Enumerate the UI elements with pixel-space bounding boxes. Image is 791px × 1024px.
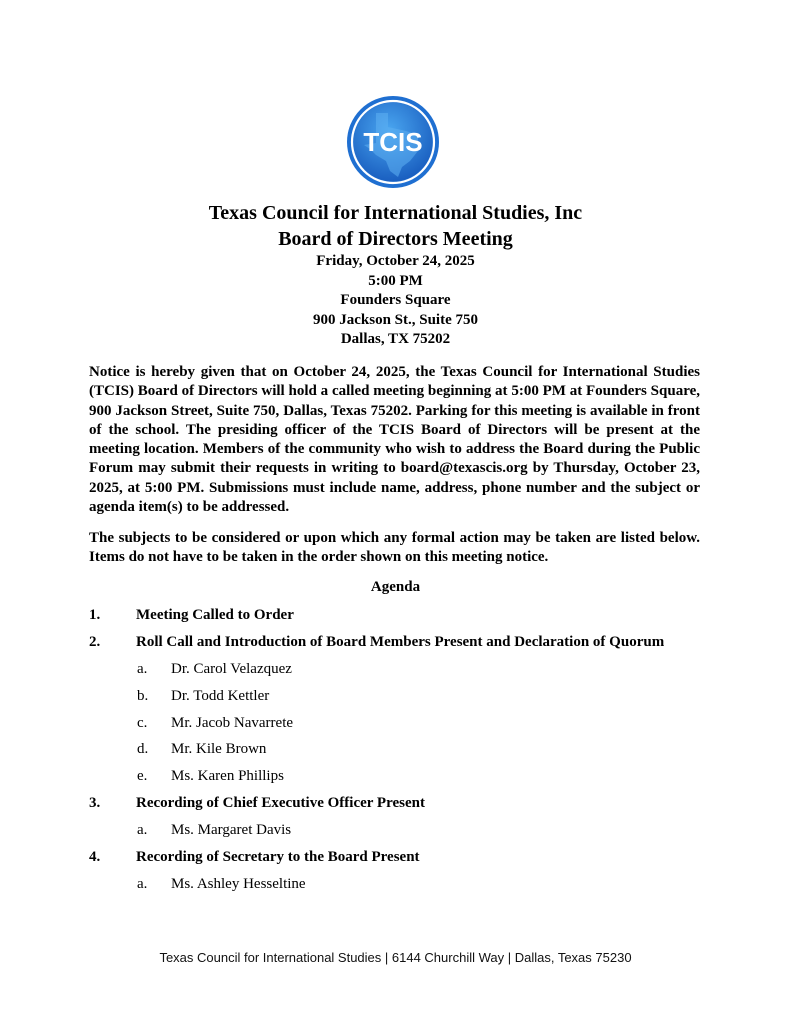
page-footer: Texas Council for International Studies | 6144 Churchill Way | Dallas, Texas 75230 xyxy=(159,950,632,965)
agenda-heading: Agenda xyxy=(370,579,421,595)
subjects-line: The subjects to be considered or upon which any formal action may be taken are listed below. xyxy=(89,530,700,546)
agenda-item-text: Recording of Chief Executive Officer Present xyxy=(136,795,425,811)
agenda-subitem-letter: d. xyxy=(137,741,149,757)
agenda-item-number: 1. xyxy=(89,607,101,623)
meeting-street: 900 Jackson St., Suite 750 xyxy=(312,311,479,328)
agenda-subitem-letter: a. xyxy=(137,661,148,677)
notice-line: Square, 900 Jackson Street, Suite 750, Dallas, Texas 75202. Parking for this meeting is xyxy=(89,383,700,419)
agenda-subitem-text: Ms. Karen Phillips xyxy=(171,768,284,784)
notice-line: number and the subject or agenda item(s) to be addressed. xyxy=(89,479,701,516)
agenda-subitem-letter: a. xyxy=(137,822,148,838)
agenda-subitem-text: Dr. Todd Kettler xyxy=(171,688,270,704)
agenda-subitem-text: Dr. Carol Velazquez xyxy=(171,661,292,677)
agenda-subitem-letter: c. xyxy=(137,715,148,731)
meeting-header xyxy=(0,200,791,350)
notice-line: available in front of the school. The presiding officer of the TCIS Board of Directors will be xyxy=(89,402,701,438)
agenda-subitem-text: Ms. Margaret Davis xyxy=(171,822,292,838)
meeting-title: Board of Directors Meeting xyxy=(278,228,513,250)
agenda-subitem-text: Mr. Kile Brown xyxy=(171,741,267,757)
agenda-subitem-text: Ms. Ashley Hesseltine xyxy=(171,876,306,892)
agenda-subitem-letter: a. xyxy=(137,876,148,892)
tcis-logo xyxy=(346,95,440,189)
logo-text: TCIS xyxy=(363,127,423,157)
notice-line: Thursday, October 23, 2025, at 5:00 PM. Submissions must include name, address, phone xyxy=(89,460,701,496)
meeting-city: Dallas, TX 75202 xyxy=(340,331,451,347)
notice-line: during the Public Forum may submit their requests in writing to board@texascis.org by xyxy=(89,441,700,477)
notice-line: (TCIS) Board of Directors will hold a called meeting beginning at 5:00 PM at Founders xyxy=(89,383,647,400)
notice-line: present at the meeting location. Members of the community who wish to address the Board xyxy=(89,421,700,458)
agenda-subitem-letter: e. xyxy=(137,768,148,784)
agenda-item-number: 3. xyxy=(89,795,101,811)
org-title: Texas Council for International Studies, Inc xyxy=(208,202,583,224)
agenda-item-text: Roll Call and Introduction of Board Members Present and Declaration of Quorum xyxy=(136,634,665,650)
meeting-time: 5:00 PM xyxy=(368,272,423,289)
meeting-venue: Founders Square xyxy=(340,292,451,308)
notice-line: Notice is hereby given that on October 24, 2025, the Texas Council for International Studies xyxy=(89,364,700,380)
agenda-subitem-text: Mr. Jacob Navarrete xyxy=(171,715,294,731)
agenda-item-number: 2. xyxy=(89,634,101,650)
notice-paragraph xyxy=(89,363,700,517)
subjects-line: Items do not have to be taken in the order shown on this meeting notice. xyxy=(89,549,549,566)
tcis-logo-icon xyxy=(346,95,440,189)
agenda-item-text: Meeting Called to Order xyxy=(136,607,294,623)
meeting-date: Friday, October 24, 2025 xyxy=(316,253,475,269)
agenda-subitem-letter: b. xyxy=(137,688,149,704)
agenda-item-text: Recording of Secretary to the Board Present xyxy=(136,849,420,865)
agenda-item-number: 4. xyxy=(89,849,101,865)
subjects-paragraph xyxy=(89,529,700,568)
